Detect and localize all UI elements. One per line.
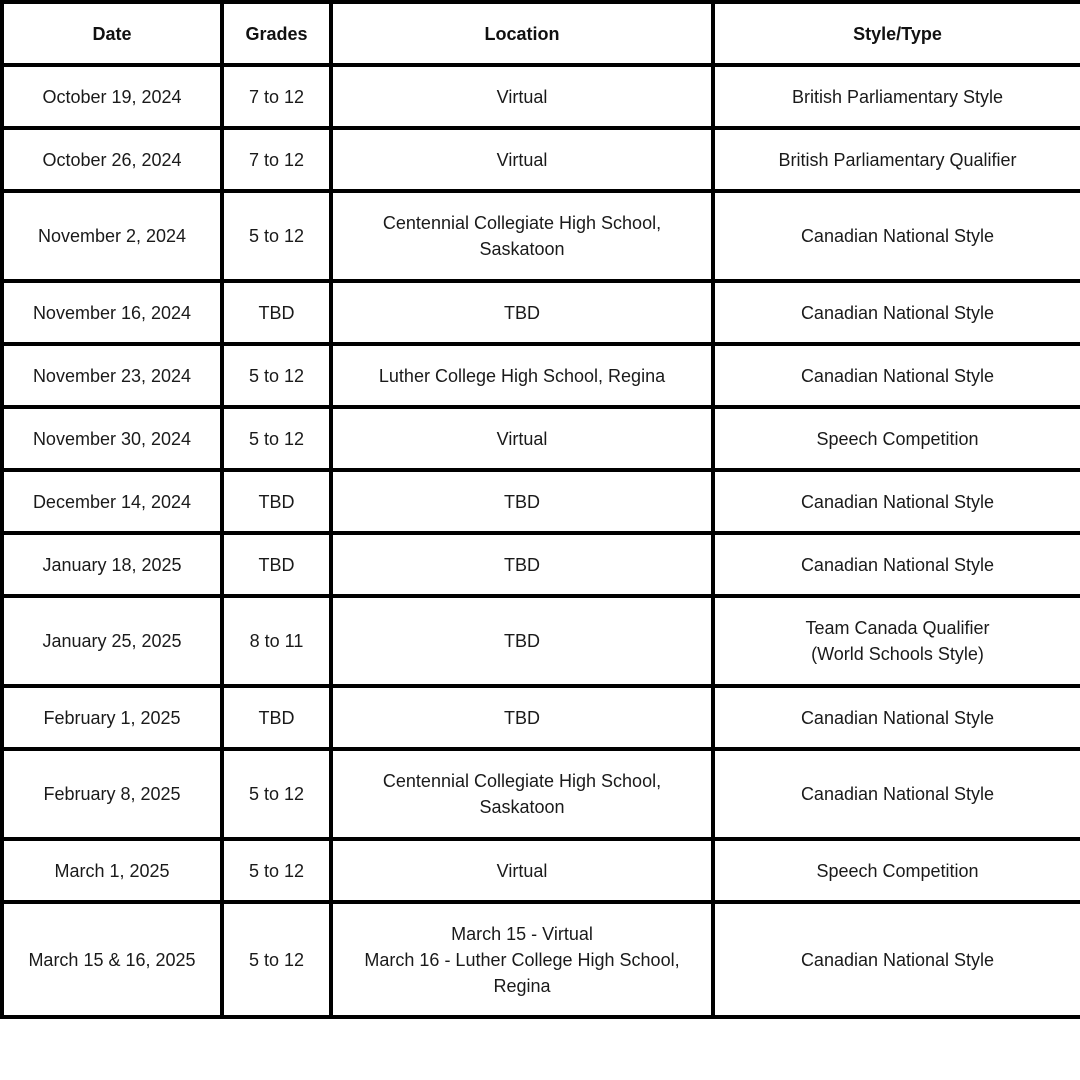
table-row xyxy=(2,686,1080,749)
cell-date: February 8, 2025 xyxy=(2,749,222,839)
cell-location: TBD xyxy=(331,596,713,686)
cell-date: October 19, 2024 xyxy=(2,65,222,128)
cell-grades: 5 to 12 xyxy=(222,839,331,902)
cell-grades: TBD xyxy=(222,470,331,533)
header-row xyxy=(2,2,1080,65)
cell-style: Canadian National Style xyxy=(713,533,1080,596)
cell-grades: 7 to 12 xyxy=(222,128,331,191)
cell-date: February 1, 2025 xyxy=(2,686,222,749)
cell-grades: 7 to 12 xyxy=(222,65,331,128)
cell-grades: 5 to 12 xyxy=(222,902,331,1017)
header-grades: Grades xyxy=(222,2,331,65)
cell-location: Virtual xyxy=(331,65,713,128)
cell-location: Virtual xyxy=(331,128,713,191)
cell-date: December 14, 2024 xyxy=(2,470,222,533)
cell-style: Canadian National Style xyxy=(713,902,1080,1017)
table-row xyxy=(2,191,1080,281)
table-row xyxy=(2,65,1080,128)
cell-date: January 18, 2025 xyxy=(2,533,222,596)
header-date: Date xyxy=(2,2,222,65)
cell-location: TBD xyxy=(331,533,713,596)
table-row xyxy=(2,281,1080,344)
table-row xyxy=(2,407,1080,470)
cell-location: Virtual xyxy=(331,839,713,902)
cell-style: Canadian National Style xyxy=(713,281,1080,344)
cell-date: January 25, 2025 xyxy=(2,596,222,686)
cell-location: TBD xyxy=(331,470,713,533)
table-row xyxy=(2,902,1080,1017)
cell-location: Virtual xyxy=(331,407,713,470)
cell-location: Centennial Collegiate High School, Saskatoon xyxy=(331,749,713,839)
cell-style: British Parliamentary Qualifier xyxy=(713,128,1080,191)
cell-location: TBD xyxy=(331,281,713,344)
table-row xyxy=(2,128,1080,191)
cell-date: October 26, 2024 xyxy=(2,128,222,191)
cell-grades: 5 to 12 xyxy=(222,344,331,407)
cell-date: November 23, 2024 xyxy=(2,344,222,407)
cell-date: November 16, 2024 xyxy=(2,281,222,344)
cell-location: Centennial Collegiate High School, Saskatoon xyxy=(331,191,713,281)
cell-style: Canadian National Style xyxy=(713,749,1080,839)
cell-date: March 1, 2025 xyxy=(2,839,222,902)
cell-grades: 5 to 12 xyxy=(222,749,331,839)
table-row xyxy=(2,533,1080,596)
cell-grades: TBD xyxy=(222,533,331,596)
cell-style: Canadian National Style xyxy=(713,191,1080,281)
table-row xyxy=(2,470,1080,533)
cell-style: British Parliamentary Style xyxy=(713,65,1080,128)
cell-style: Speech Competition xyxy=(713,839,1080,902)
table-row xyxy=(2,344,1080,407)
table-row xyxy=(2,749,1080,839)
cell-date: November 2, 2024 xyxy=(2,191,222,281)
table-row xyxy=(2,596,1080,686)
cell-location: March 15 - Virtual March 16 - Luther College High School, Regina xyxy=(331,902,713,1017)
header-style: Style/Type xyxy=(713,2,1080,65)
cell-location: Luther College High School, Regina xyxy=(331,344,713,407)
header-location: Location xyxy=(331,2,713,65)
table-row xyxy=(2,839,1080,902)
cell-style: Team Canada Qualifier (World Schools Style) xyxy=(713,596,1080,686)
cell-grades: TBD xyxy=(222,281,331,344)
cell-style: Canadian National Style xyxy=(713,686,1080,749)
cell-style: Canadian National Style xyxy=(713,470,1080,533)
cell-location: TBD xyxy=(331,686,713,749)
cell-grades: 5 to 12 xyxy=(222,191,331,281)
cell-date: March 15 & 16, 2025 xyxy=(2,902,222,1017)
cell-grades: TBD xyxy=(222,686,331,749)
cell-date: November 30, 2024 xyxy=(2,407,222,470)
cell-style: Canadian National Style xyxy=(713,344,1080,407)
cell-grades: 8 to 11 xyxy=(222,596,331,686)
cell-style: Speech Competition xyxy=(713,407,1080,470)
cell-grades: 5 to 12 xyxy=(222,407,331,470)
